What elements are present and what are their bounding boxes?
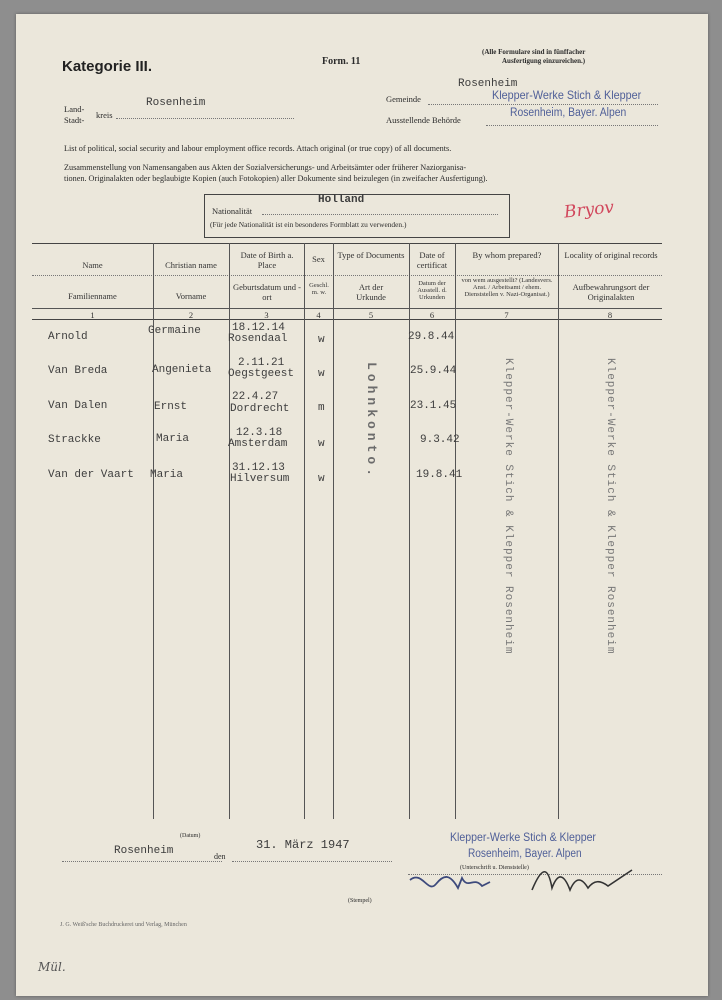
col-type-no: 5 xyxy=(368,310,374,320)
instruction-de-1: Zusammenstellung von Namensangaben aus Akten der Sozialversicherungs- und Arbeitsämter oder früherer Naziorganisa- xyxy=(64,163,467,172)
col-loc-no: 8 xyxy=(607,310,613,320)
col-loc-de: Aufbewahrungsort der Originalakten xyxy=(572,282,650,302)
signature-label: (Unterschrift u. Dienststelle) xyxy=(460,865,529,871)
row-place: Rosendaal xyxy=(228,333,288,345)
issuer-stamp-line2: Rosenheim, Bayer. Alpen xyxy=(510,107,627,119)
row-place: Dordrecht xyxy=(230,403,290,415)
locality-vertical: Klepper-Werke Stich & Klepper Rosenheim xyxy=(604,358,616,655)
row-sex: w xyxy=(318,334,325,346)
col-dob-de: Geburtsdatum und -ort xyxy=(233,282,301,302)
col-by-en: By whom prepared? xyxy=(472,250,542,260)
row-dob: 31.12.13 xyxy=(232,462,285,474)
footer-stamp-line1: Klepper-Werke Stich & Klepper xyxy=(450,830,596,844)
col-name-de: Familienname xyxy=(68,291,117,301)
form-number: Form. 11 xyxy=(322,56,361,67)
row-sex: w xyxy=(318,368,325,380)
kreis-value: Rosenheim xyxy=(146,97,206,109)
nationality-note: (Für jede Nationalität ist ein besonderes Formblatt zu verwenden.) xyxy=(210,220,407,229)
row-place: Hilversum xyxy=(230,473,290,485)
row-place: Amsterdam xyxy=(228,438,288,450)
col-by-de: von wem ausgestellt? (Landesvers. Anst. / Arbeitsamt / ehem. Dienststellen v. Nazi-Organisat.) xyxy=(461,277,553,298)
instruction-de-2: tionen. Originalakten oder beglaubigte Kopien (auch Fotokopien) aller Dokumente sind beizulegen (in zweifacher Ausfertigung). xyxy=(64,174,488,183)
row-date: 23.1.45 xyxy=(410,400,457,412)
margin-note: Mül. xyxy=(38,960,66,974)
form-sheet xyxy=(16,14,708,996)
row-date: 25.9.44 xyxy=(410,365,457,377)
kreis-label: kreis xyxy=(96,110,113,120)
category-title: Kategorie III. xyxy=(62,58,153,75)
den-label: den xyxy=(214,852,226,861)
behoerde-label: Ausstellende Behörde xyxy=(386,115,461,125)
row-name: Arnold xyxy=(48,331,88,343)
printer-imprint: J. G. Weiß'sche Buchdruckerei und Verlag, München xyxy=(60,922,187,928)
col-date-en: Date of certificat xyxy=(416,250,448,270)
gemeinde-label: Gemeinde xyxy=(386,94,421,104)
col-dob-en: Date of Birth a. Place xyxy=(240,250,294,270)
col-first-no: 2 xyxy=(188,310,194,320)
row-date: 29.8.44 xyxy=(408,331,455,343)
col-type-de: Art der Urkunde xyxy=(356,282,386,302)
footer-date: 31. März 1947 xyxy=(256,838,350,852)
row-first-name: Maria xyxy=(156,433,190,445)
row-first-name: Angenieta xyxy=(152,364,212,376)
row-dob: 12.3.18 xyxy=(236,427,283,439)
col-sex-de: Geschl. m. w. xyxy=(309,282,329,296)
date-label: (Datum) xyxy=(180,833,201,839)
col-by-no: 7 xyxy=(504,310,509,320)
row-place: Oegstgeest xyxy=(228,368,295,380)
handwritten-signature xyxy=(402,860,652,900)
col-sex-en: Sex xyxy=(312,254,325,264)
doc-type-vertical: Lohnkonto. xyxy=(364,362,379,481)
col-type-en: Type of Documents xyxy=(337,250,405,260)
row-name: Van der Vaart xyxy=(48,469,134,481)
col-date-de: Datum der Ausstell. d. Urkunden xyxy=(417,280,447,301)
row-name: Strackke xyxy=(48,434,101,446)
instruction-en: List of political, social security and labour employment office records. Attach original (or true copy) of all documents. xyxy=(64,144,452,153)
col-loc-en: Locality of original records xyxy=(564,250,658,260)
land-label: Land- xyxy=(64,104,85,114)
prepared-by-vertical: Klepper-Werke Stich & Klepper Rosenheim xyxy=(502,358,514,655)
col-date-no: 6 xyxy=(429,310,435,320)
footer-place: Rosenheim xyxy=(114,845,174,857)
row-first-name: Germaine xyxy=(148,325,201,337)
row-name: Van Dalen xyxy=(48,400,108,412)
col-first-de: Vorname xyxy=(175,291,207,301)
row-dob: 22.4.27 xyxy=(232,391,279,403)
gemeinde-value: Rosenheim xyxy=(458,78,518,90)
copies-note-1: (Alle Formulare sind in fünffacher xyxy=(482,48,586,56)
row-name: Van Breda xyxy=(48,365,108,377)
row-sex: m xyxy=(318,402,325,414)
row-date: 19.8.41 xyxy=(416,469,463,481)
nationality-label: Nationalität xyxy=(212,206,253,216)
col-dob-no: 3 xyxy=(264,310,269,320)
stamp-label: (Stempel) xyxy=(348,898,372,904)
row-dob: 18.12.14 xyxy=(232,322,285,334)
col-sex-no: 4 xyxy=(316,310,321,320)
red-annotation: Bryov xyxy=(563,197,615,223)
row-date: 9.3.42 xyxy=(420,434,460,446)
copies-note-2: Ausfertigung einzureichen.) xyxy=(502,57,586,65)
row-sex: w xyxy=(318,473,325,485)
row-sex: w xyxy=(318,438,325,450)
row-first-name: Maria xyxy=(150,469,184,481)
col-name-no: 1 xyxy=(90,310,95,320)
col-name-en: Name xyxy=(82,260,103,270)
stadt-label: Stadt- xyxy=(64,115,85,125)
row-first-name: Ernst xyxy=(154,401,188,413)
col-first-en: Christian name xyxy=(165,260,217,270)
row-dob: 2.11.21 xyxy=(238,357,285,369)
issuer-stamp-line1: Klepper-Werke Stich & Klepper xyxy=(492,88,642,102)
footer-stamp-line2: Rosenheim, Bayer. Alpen xyxy=(468,848,582,860)
nationality-value: Holland xyxy=(318,194,365,206)
